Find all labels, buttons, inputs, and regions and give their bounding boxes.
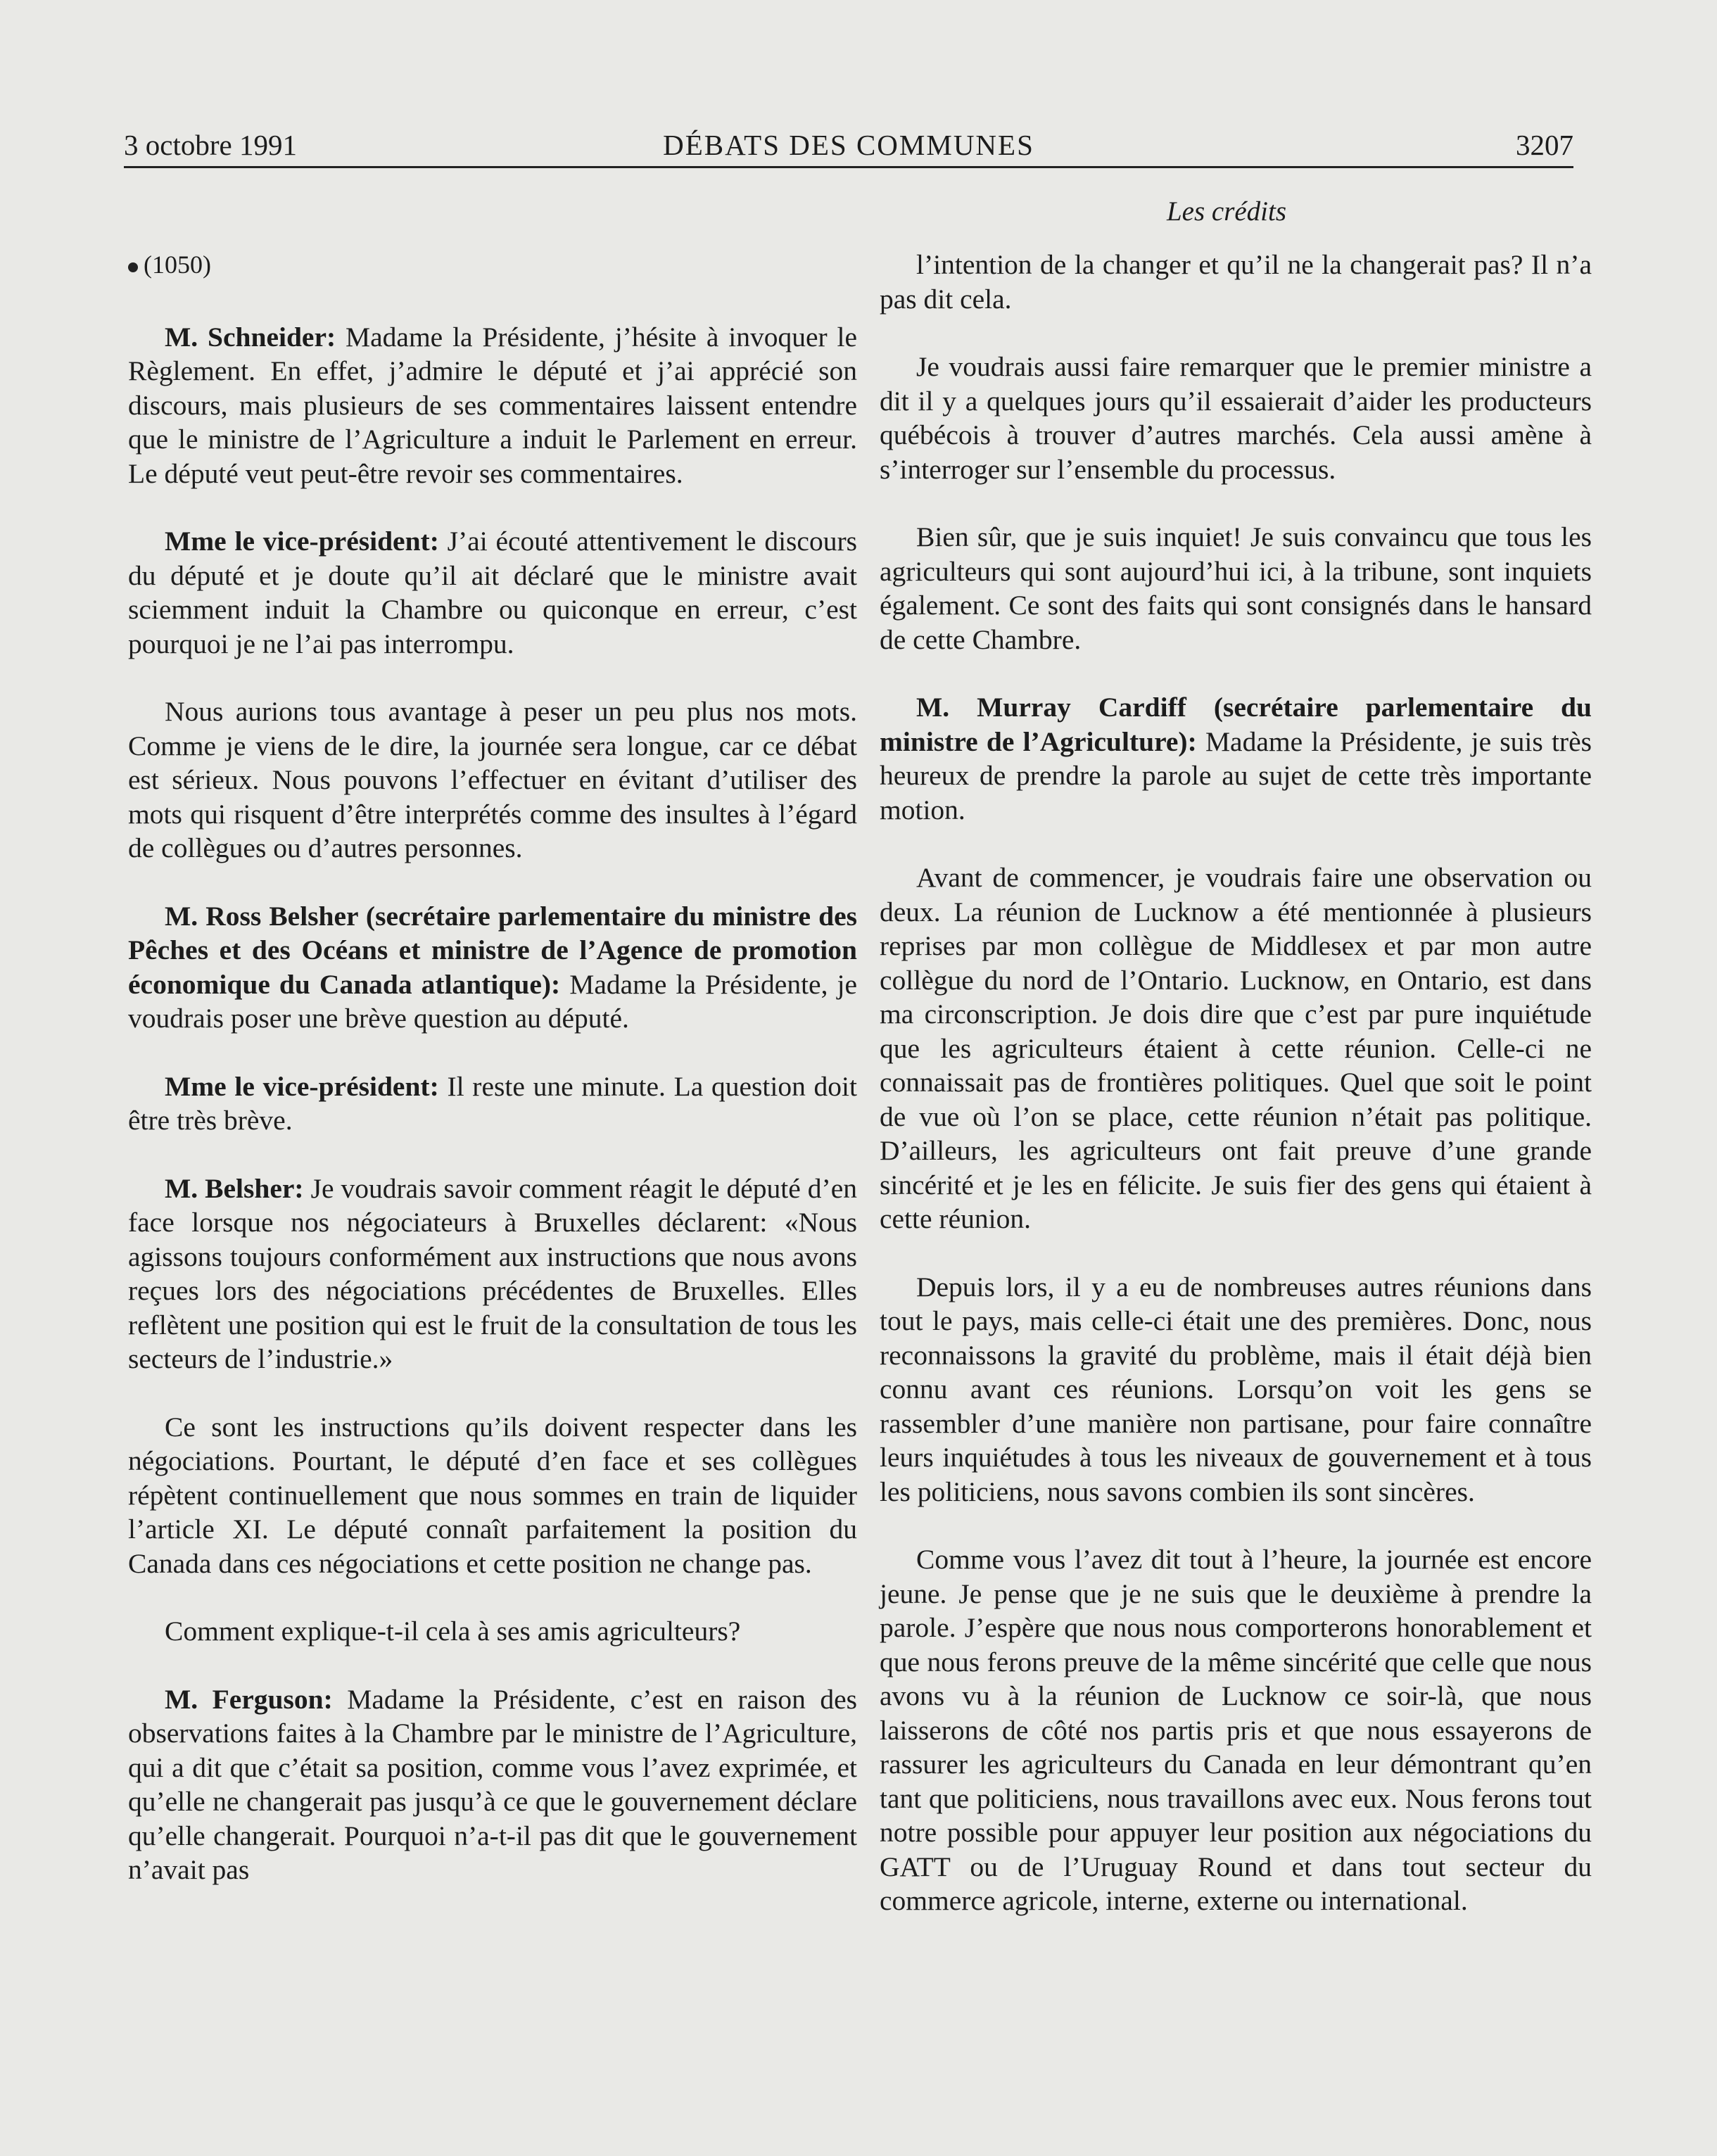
right-column [880, 248, 1592, 1952]
left-column [128, 248, 857, 1921]
paragraph-text: Avant de commencer, je voudrais faire une observation ou deux. La réunion de Lucknow a été mentionnée à plusieurs reprises par mon collègue de Middlesex et par mon autre collègue du nord de l’Ontario. Lucknow, en Ontario, est dans ma circonscription. Je dois dire que c’est par pure inquiétude que les agriculteurs étaient à cette réunion. Celle-ci ne connaissait pas de frontières politiques. Quel que soit le point de vue où l’on se place, cette réunion n’était pas politique. D’ailleurs, les agriculteurs ont fait preuve d’une grande sincérité et je les en félicite. Je suis fier des gens qui étaient à cette réunion. [880, 862, 1592, 1234]
paragraph-text: Je voudrais savoir comment réagit le député d’en face lorsque nos négociateurs à Bruxelles déclarent: «Nous agissons toujours conformément aux instructions que nous avons reçues lors des négociations précédentes de Bruxelles. Elles reflètent une position qui est le fruit de la consultation de tous les secteurs de l’industrie.» [128, 1172, 857, 1374]
bullet-icon [128, 262, 138, 272]
paragraph-text: Depuis lors, il y a eu de nombreuses autres réunions dans tout le pays, mais celle-ci était une des premières. Donc, nous reconnaissons la gravité du problème, mais il était déjà bien connu avant ces réunions. Lorsqu’on voit les gens se rassembler d’une manière non partisane, pour faire connaître leurs inquiétudes à tous les niveaux de gouvernement et à tous les politiciens, nous savons combien ils sont sincères. [880, 1271, 1592, 1507]
paragraph [880, 520, 1592, 657]
paragraph-text: Il reste une minute. La question doit être très brève. [128, 1070, 857, 1136]
timestamp [128, 248, 857, 282]
speaker-name: M. Ferguson: [165, 1683, 333, 1715]
paragraph-text: Comme vous l’avez dit tout à l’heure, la journée est encore jeune. Je pense que je ne suis que le deuxième à prendre la parole. J’espère que nous nous comporterons honorablement et que nous ferons preuve de la même sincérité que celle que nous avons vu à la réunion de Lucknow ce soir-là, que nous laisserons de côté nos partis pris et que nous essayerons de rassurer les agriculteurs du Canada en leur démontrant qu’en tant que politiciens, nous travaillons avec eux. Nous ferons tout notre possible pour appuyer leur position aux négociations du GATT ou de l’Uruguay Round et dans tout secteur du commerce agricole, interne, externe ou international. [880, 1544, 1592, 1916]
speaker-name: Mme le vice-président: [165, 526, 439, 557]
paragraph [128, 695, 857, 865]
timestamp-text: (1050) [144, 251, 211, 279]
paragraph-text: Je voudrais aussi faire remarquer que le premier ministre a dit il y a quelques jours qu’il essaierait d’aider les producteurs québécois à trouver d’autres marchés. Cela aussi amène à s’interroger sur l’ensemble du processus. [880, 351, 1592, 485]
paragraph [128, 1682, 857, 1887]
page-number: 3207 [1516, 129, 1573, 161]
header-title: DÉBATS DES COMMUNES [663, 129, 1034, 161]
speaker-name: M. Ross Belsher (secrétaire parlementaire du ministre des Pêches et des Océans et ministre de l’Agence de promotion économique du Canada atlantique): [128, 900, 857, 1000]
paragraph-text: Madame la Présidente, je suis très heureux de prendre la parole au sujet de cette très importante motion. [880, 725, 1592, 825]
paragraph-text: Madame la Présidente, c’est en raison des observations faites à la Chambre par le ministre de l’Agriculture, qui a dit que c’était sa position, comme vous l’avez exprimée, et qu’elle ne changerait pas jusqu’à ce que le gouvernement déclare qu’elle changerait. Pourquoi n’a-t-il pas dit que le gouvernement n’avait pas [128, 1683, 857, 1885]
paragraph-text: Bien sûr, que je suis inquiet! Je suis convaincu que tous les agriculteurs qui sont aujourd’hui ici, à la tribune, sont inquiets également. Ce sont des faits qui sont consignés dans le hansard de cette Chambre. [880, 521, 1592, 655]
section-title: Les crédits [1166, 196, 1287, 227]
speaker-name: Mme le vice-président: [165, 1070, 439, 1102]
paragraph [128, 1172, 857, 1376]
paragraph-text: Nous aurions tous avantage à peser un peu plus nos mots. Comme je viens de le dire, la journée sera longue, car ce débat est sérieux. Nous pouvons l’effectuer en évitant d’utiliser des mots qui risquent d’être interprétés comme des insultes à l’égard de collègues ou d’autres personnes. [128, 696, 857, 863]
right-paragraphs [880, 248, 1592, 1918]
speaker-name: M. Belsher: [165, 1172, 304, 1204]
paragraph-text: Madame la Présidente, je voudrais poser une brève question au député. [128, 968, 858, 1034]
left-paragraphs [128, 320, 857, 1887]
speaker-name: M. Schneider: [165, 321, 336, 353]
speaker-name: M. Murray Cardiff (secrétaire parlementaire du ministre de l’Agriculture): [880, 692, 1592, 757]
paragraph [880, 350, 1592, 486]
paragraph [128, 1410, 857, 1581]
paragraph [880, 690, 1592, 827]
paragraph-text: Madame la Présidente, j’hésite à invoquer le Règlement. En effet, j’admire le député et j’ai apprécié son discours, mais plusieurs de ses commentaires laissent entendre que le ministre de l’Agriculture a induit le Parlement en erreur. Le député veut peut-être revoir ses commentaires. [128, 321, 857, 489]
paragraph [880, 1542, 1592, 1918]
paragraph-text: J’ai écouté attentivement le discours du député et je doute qu’il ait déclaré que le ministre avait sciemment induit la Chambre ou quiconque en erreur, c’est pourquoi je ne l’ai pas interrompu. [128, 526, 857, 659]
paragraph [880, 248, 1592, 316]
header-date: 3 octobre 1991 [124, 129, 297, 161]
paragraph-text: l’intention de la changer et qu’il ne la changerait pas? Il n’a pas dit cela. [880, 249, 1592, 315]
page-header [124, 124, 1573, 168]
paragraph-text: Ce sont les instructions qu’ils doivent respecter dans les négociations. Pourtant, le député d’en face et ses collègues répètent continuellement que nous sommes en train de liquider l’article XI. Le député connaît parfaitement la position du Canada dans ces négociations et cette position ne change pas. [128, 1411, 857, 1579]
paragraph [128, 524, 857, 661]
paragraph [880, 861, 1592, 1236]
paragraph-text: Comment explique-t-il cela à ses amis agriculteurs? [165, 1616, 741, 1647]
paragraph [128, 320, 857, 491]
paragraph [128, 1614, 857, 1649]
paragraph [880, 1270, 1592, 1509]
paragraph [128, 1070, 857, 1138]
paragraph [128, 899, 857, 1036]
